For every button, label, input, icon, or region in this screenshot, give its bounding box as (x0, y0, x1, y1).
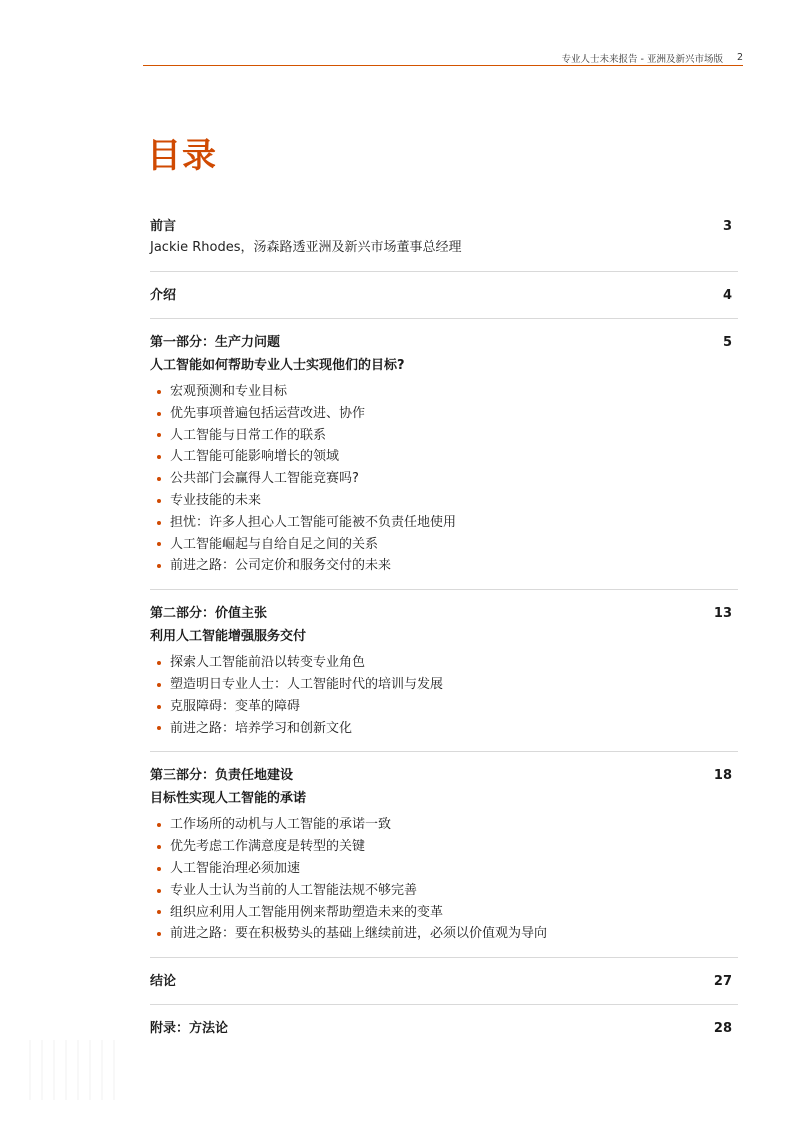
bullet-icon (157, 910, 161, 914)
section-page: 18 (713, 768, 732, 784)
bullet-icon (157, 521, 161, 525)
list-item-label: 前进之路：要在积极势头的基础上继续前进，必须以价值观为导向 (170, 926, 548, 942)
toc-part3[interactable] (150, 766, 738, 958)
list-item-label: 专业人士认为当前的人工智能法规不够完善 (170, 882, 418, 898)
bullet-icon (157, 889, 161, 893)
section-title: 第三部分：负责任地建设 (150, 768, 294, 784)
bullet-icon (157, 661, 161, 665)
list-item-label: 人工智能崛起与自给自足之间的关系 (170, 536, 379, 552)
bullet-icon (157, 433, 161, 437)
list-item[interactable] (150, 403, 738, 425)
section-title: 第一部分：生产力问题 (150, 335, 281, 350)
list-item-label: 宏观预测和专业目标 (170, 384, 288, 399)
bullet-icon (157, 726, 161, 730)
table-of-contents (150, 217, 738, 1065)
bullet-icon (157, 412, 161, 416)
bullet-icon (157, 845, 161, 849)
section-page: 4 (722, 288, 732, 303)
section-page: 5 (722, 335, 732, 350)
section-title: 第二部分：价值主张 (150, 606, 268, 622)
toc-foreword[interactable] (150, 217, 738, 272)
list-item-label: 公共部门会赢得人工智能竞赛吗? (170, 471, 359, 487)
list-item-label: 塑造明日专业人士：人工智能时代的培训与发展 (170, 676, 444, 692)
list-item-label: 优先考虑工作满意度是转型的关键 (170, 839, 366, 855)
list-item[interactable] (150, 512, 738, 534)
list-item-label: 人工智能与日常工作的联系 (170, 427, 327, 443)
section-item-list (150, 814, 738, 945)
bullet-icon (157, 705, 161, 709)
list-item[interactable] (150, 696, 738, 718)
list-item-label: 克服障碍：变革的障碍 (170, 698, 301, 714)
toc-part2[interactable] (150, 604, 738, 752)
section-subtitle: 利用人工智能增强服务交付 (150, 629, 307, 645)
bullet-icon (157, 477, 161, 481)
section-subtitle: 人工智能如何帮助专业人士实现他们的目标? (150, 358, 405, 373)
toc-intro[interactable] (150, 286, 738, 319)
list-item-label: 人工智能可能影响增长的领域 (170, 449, 340, 465)
decorative-lines-graphic (20, 1040, 130, 1100)
list-item[interactable] (150, 425, 738, 447)
section-item-list (150, 652, 738, 739)
list-item-label: 人工智能治理必须加速 (170, 860, 301, 876)
list-item[interactable] (150, 718, 738, 740)
bullet-icon (157, 932, 161, 936)
header-page-number: 2 (736, 52, 743, 63)
list-item[interactable] (150, 534, 738, 556)
bullet-icon (157, 564, 161, 568)
list-item-label: 专业技能的未来 (170, 492, 262, 508)
section-page: 3 (722, 219, 732, 234)
list-item[interactable] (150, 468, 738, 490)
list-item-label: 担忧：许多人担心人工智能可能被不负责任地使用 (170, 514, 457, 530)
toc-conclusion[interactable] (150, 972, 738, 1005)
section-title: 结论 (150, 974, 177, 990)
bullet-icon (157, 390, 161, 394)
list-item[interactable] (150, 674, 738, 696)
list-item-label: 工作场所的动机与人工智能的承诺一致 (170, 817, 392, 833)
list-item-label: 前进之路：公司定价和服务交付的未来 (170, 558, 392, 574)
section-subtitle: Jackie Rhodes，汤森路透亚洲及新兴市场董事总经理 (150, 240, 462, 255)
list-item[interactable] (150, 836, 738, 858)
bullet-icon (157, 499, 161, 503)
bullet-icon (157, 455, 161, 459)
bullet-icon (157, 823, 161, 827)
bullet-icon (157, 683, 161, 687)
list-item[interactable] (150, 381, 738, 403)
section-item-list (150, 381, 738, 577)
list-item[interactable] (150, 555, 738, 577)
running-header (143, 50, 743, 66)
section-page: 27 (713, 974, 732, 990)
list-item[interactable] (150, 880, 738, 902)
list-item[interactable] (150, 858, 738, 880)
header-doc-title: 专业人士未来报告 - 亚洲及新兴市场版 (561, 53, 723, 65)
list-item-label: 探索人工智能前沿以转变专业角色 (170, 655, 366, 671)
section-title: 前言 (150, 219, 177, 234)
bullet-icon (157, 542, 161, 546)
section-page: 13 (713, 606, 732, 622)
section-subtitle: 目标性实现人工智能的承诺 (150, 791, 307, 807)
bullet-icon (157, 867, 161, 871)
list-item[interactable] (150, 923, 738, 945)
list-item[interactable] (150, 652, 738, 674)
section-page: 28 (713, 1021, 732, 1037)
toc-appendix[interactable] (150, 1019, 738, 1051)
section-title: 附录：方法论 (150, 1021, 229, 1037)
list-item[interactable] (150, 902, 738, 924)
list-item-label: 组织应利用人工智能用例来帮助塑造未来的变革 (170, 904, 444, 920)
list-item-label: 优先事项普遍包括运营改进、协作 (170, 405, 366, 421)
page-title: 目录 (147, 136, 217, 176)
list-item[interactable] (150, 490, 738, 512)
toc-part1[interactable] (150, 333, 738, 590)
list-item[interactable] (150, 814, 738, 836)
list-item-label: 前进之路：培养学习和创新文化 (170, 720, 353, 736)
list-item[interactable] (150, 446, 738, 468)
section-title: 介绍 (150, 288, 177, 303)
